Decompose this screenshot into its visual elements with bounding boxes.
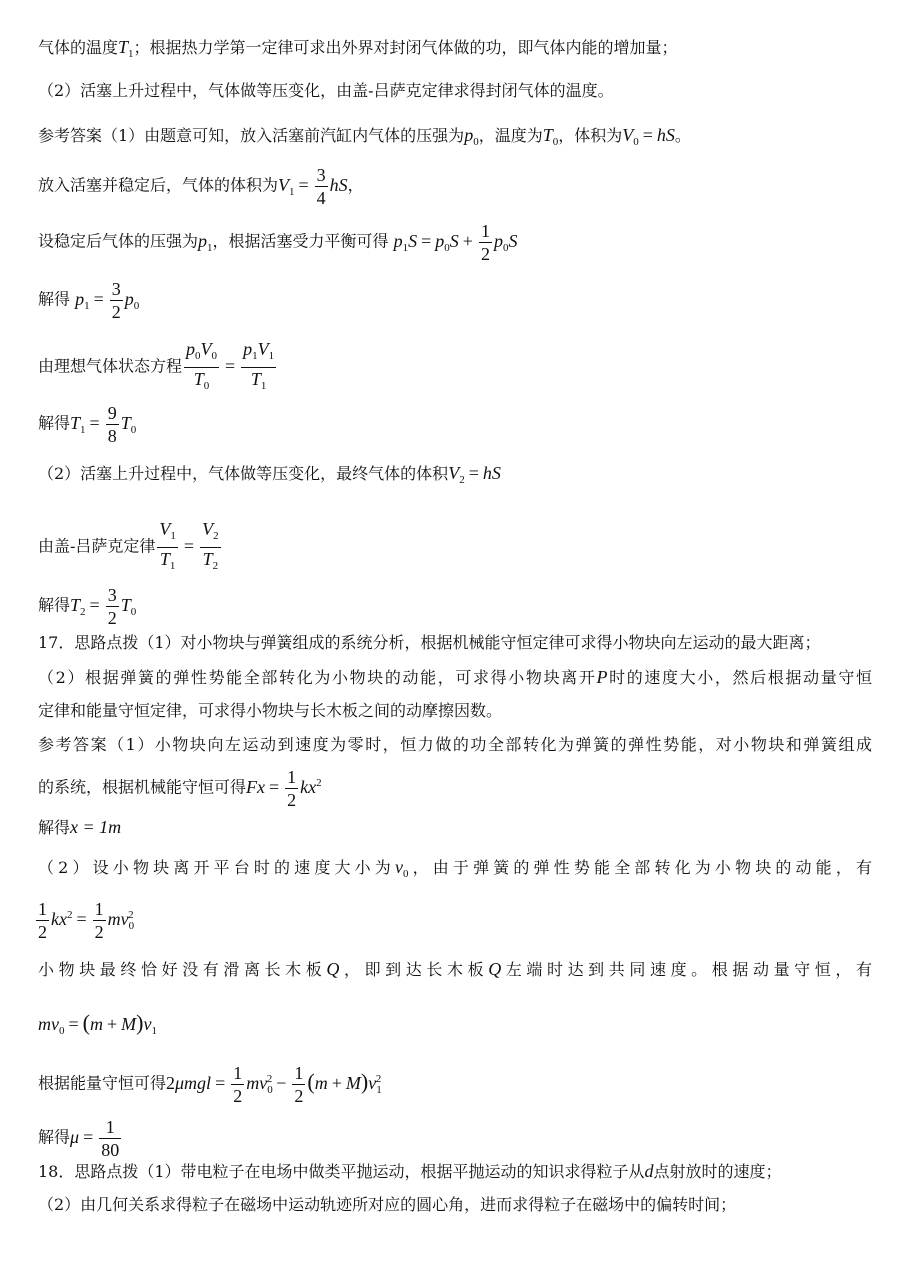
formula-T1: $T_1$ [118, 37, 134, 60]
text-line [38, 856, 872, 885]
formula-x-result: x = 1m [70, 817, 122, 837]
fraction [231, 1062, 244, 1107]
denominator: 2 [107, 608, 117, 628]
fraction: $\frac{V_2}{T_2}$ [202, 519, 219, 572]
fraction [285, 766, 298, 811]
fraction [106, 402, 119, 447]
text-span: 的系统，根据机械能守恒可得 [38, 777, 247, 797]
text-line [38, 80, 872, 102]
text-line [38, 584, 872, 629]
text-span: ， [347, 175, 364, 195]
denominator: 2 [294, 1086, 304, 1106]
text-line [38, 518, 872, 577]
denominator: 8 [107, 426, 117, 446]
text-span: ，即到达长木板 [339, 960, 489, 979]
text-span: ，温度为 [478, 126, 543, 145]
denominator: 2 [287, 790, 297, 810]
denominator: 4 [316, 188, 326, 208]
text-span: 解得 [38, 289, 71, 309]
text-span: 小物块最终恰好没有滑离长木板 [38, 960, 327, 979]
text-line [38, 164, 872, 209]
text-span: ，根据活塞受力平衡可得 [212, 231, 389, 251]
text-line [38, 816, 872, 839]
numerator: 3 [316, 165, 326, 185]
formula-V0: $V_0$ = hS [622, 125, 675, 148]
fraction [106, 584, 119, 629]
text-span: 气体的温度 [38, 38, 119, 57]
text-span: ，由于弹簧的弹性势能全部转化为小物块的动能，有 [408, 858, 872, 877]
text-span: （2）活塞上升过程中，气体做等压变化，最终气体的体积 [38, 464, 449, 483]
formula-p1-result: $p_1$ = $\frac{3}{2}$ $p_0$ [75, 279, 140, 322]
numerator: 1 [233, 1063, 243, 1083]
symbol-d: d [644, 1161, 654, 1181]
text-line [38, 766, 872, 811]
denominator: 2 [38, 922, 47, 942]
denominator: 2 [111, 302, 121, 322]
fraction: $\frac{p_0V_0}{T_0}$ [186, 339, 218, 392]
fraction: $\frac{p_1V_1}{T_1}$ [243, 339, 275, 392]
formula-mu-result: μ = $\frac{1}{80}$ [70, 1117, 120, 1160]
text-span: 定律和能量守恒定律，可求得小物块与长木板之间的动摩擦因数。 [38, 701, 503, 720]
text-line [38, 958, 872, 981]
text-span: 点射放时的速度； [653, 1162, 782, 1181]
formula-energy-friction: 2μmgl = $\frac{1}{2}$ $mv_0^2$ − $\frac{1}{2}$ $(m + M)v_1^2$ [166, 1063, 382, 1106]
numerator: 1 [294, 1063, 304, 1083]
text-span: 解得 [38, 413, 71, 433]
denominator: 2 [480, 244, 490, 264]
fraction [99, 1116, 121, 1161]
text-span: 解得 [38, 818, 71, 837]
fraction [292, 1062, 305, 1107]
fraction: $\frac{V_1}{T_1}$ [159, 519, 176, 572]
text-span: （2）由几何关系求得粒子在磁场中运动轨迹所对应的圆心角，进而求得粒子在磁场中的偏转时间； [38, 1195, 737, 1214]
text-span: 放入活塞并稳定后，气体的体积为 [38, 175, 279, 195]
text-line [38, 666, 872, 689]
text-span: 。 [674, 126, 691, 145]
text-span: 由盖-吕萨克定律 [38, 536, 156, 556]
formula-state-eq: $\frac{p_0V_0}{T_0}$ = $\frac{p_1V_1}{T_1}$ [182, 356, 278, 376]
formula-T0: $T_0$ [542, 125, 559, 148]
text-line [38, 402, 872, 447]
text-span: （2）设小物块离开平台时的速度大小为 [38, 858, 395, 877]
numerator: 9 [107, 403, 117, 423]
formula-energy-spring: Fx = $\frac{1}{2}$ $kx^2$ [246, 767, 322, 810]
numerator: 1 [99, 1116, 121, 1139]
numerator: 1 [38, 899, 47, 919]
text-span: ；根据热力学第一定律可求出外界对封闭气体做的功，即气体内能的增加量； [133, 38, 678, 57]
fraction [315, 164, 328, 209]
text-line [38, 700, 872, 722]
symbol-Q: Q [326, 959, 340, 979]
text-span: ，体积为 [558, 126, 623, 145]
formula-balance: $p_1S = p_0S$ + $\frac{1}{2}$ $p_0S$ [393, 221, 518, 264]
numerator: 1 [94, 899, 104, 919]
numerator: 1 [480, 221, 490, 241]
formula-p1: $p_1$ [198, 230, 213, 254]
text-line [38, 462, 872, 491]
text-span: 解得 [38, 1127, 71, 1147]
fraction [36, 898, 49, 943]
text-span: 17．思路点拨（1）对小物块与弹簧组成的系统分析，根据机械能守恒定律可求得小物块向左运动的最大距离； [38, 633, 821, 652]
formula-V1: $V_1$ = $\frac{3}{4}$ hS [278, 165, 348, 208]
text-line [34, 898, 872, 943]
text-span: （2）活塞上升过程中，气体做等压变化，由盖-吕萨克定律求得封闭气体的温度。 [38, 81, 614, 100]
text-span: 由理想气体状态方程 [38, 356, 183, 376]
text-span: 根据能量守恒可得 [38, 1073, 167, 1093]
symbol-Q: Q [488, 959, 502, 979]
formula-V2: $V_2$ = hS [448, 463, 501, 486]
text-line [38, 278, 872, 323]
text-span: 时的速度大小，然后根据动量守恒 [607, 668, 872, 687]
formula-gay-lussac: $\frac{V_1}{T_1}$ = $\frac{V_2}{T_2}$ [155, 536, 222, 556]
text-line [38, 1160, 872, 1183]
text-line [38, 124, 872, 153]
denominator: 2 [233, 1086, 243, 1106]
symbol-P: P [596, 667, 608, 687]
formula-v0: $v_0$ [394, 857, 409, 880]
fraction [479, 220, 492, 265]
numerator: 3 [111, 279, 121, 299]
text-line [38, 632, 872, 654]
text-span: 左端时达到共同速度。根据动量守恒，有 [501, 960, 872, 979]
denominator: 80 [101, 1140, 120, 1160]
formula-momentum: $mv_0 = (m + M)v_1$ [38, 1010, 157, 1037]
text-line [38, 338, 872, 397]
text-span: 参考答案（1）小物块向左运动到速度为零时，恒力做的功全部转化为弹簧的弹性势能，对小物块和弹簧组成 [38, 735, 872, 754]
formula-kinetic: $\frac{1}{2}$ $kx^2$ = $\frac{1}{2}$ $mv_0^2$ [38, 899, 135, 942]
text-span: （2）根据弹簧的弹性势能全部转化为小物块的动能，可求得小物块离开 [38, 668, 597, 687]
text-line [38, 1116, 872, 1161]
text-span: 设稳定后气体的压强为 [38, 231, 199, 251]
text-span: 18．思路点拨（1）带电粒子在电场中做类平抛运动，根据平抛运动的知识求得粒子从 [38, 1162, 645, 1181]
text-line [38, 1012, 872, 1042]
text-line [38, 734, 872, 756]
text-line [38, 220, 872, 265]
numerator: 3 [107, 585, 117, 605]
text-line [38, 1194, 872, 1216]
formula-T1-result: $T_1$ = $\frac{9}{8}$ $T_0$ [70, 403, 137, 446]
fraction [110, 278, 123, 323]
text-line [38, 36, 872, 65]
text-line [38, 1062, 872, 1107]
text-span: 参考答案（1）由题意可知，放入活塞前汽缸内气体的压强为 [38, 126, 465, 145]
formula-T2-result: $T_2$ = $\frac{3}{2}$ $T_0$ [70, 585, 137, 628]
text-span: 解得 [38, 595, 71, 615]
denominator: 2 [94, 922, 104, 942]
formula-p0: $p_0$ [464, 125, 479, 148]
numerator: 1 [287, 767, 297, 787]
fraction [93, 898, 106, 943]
